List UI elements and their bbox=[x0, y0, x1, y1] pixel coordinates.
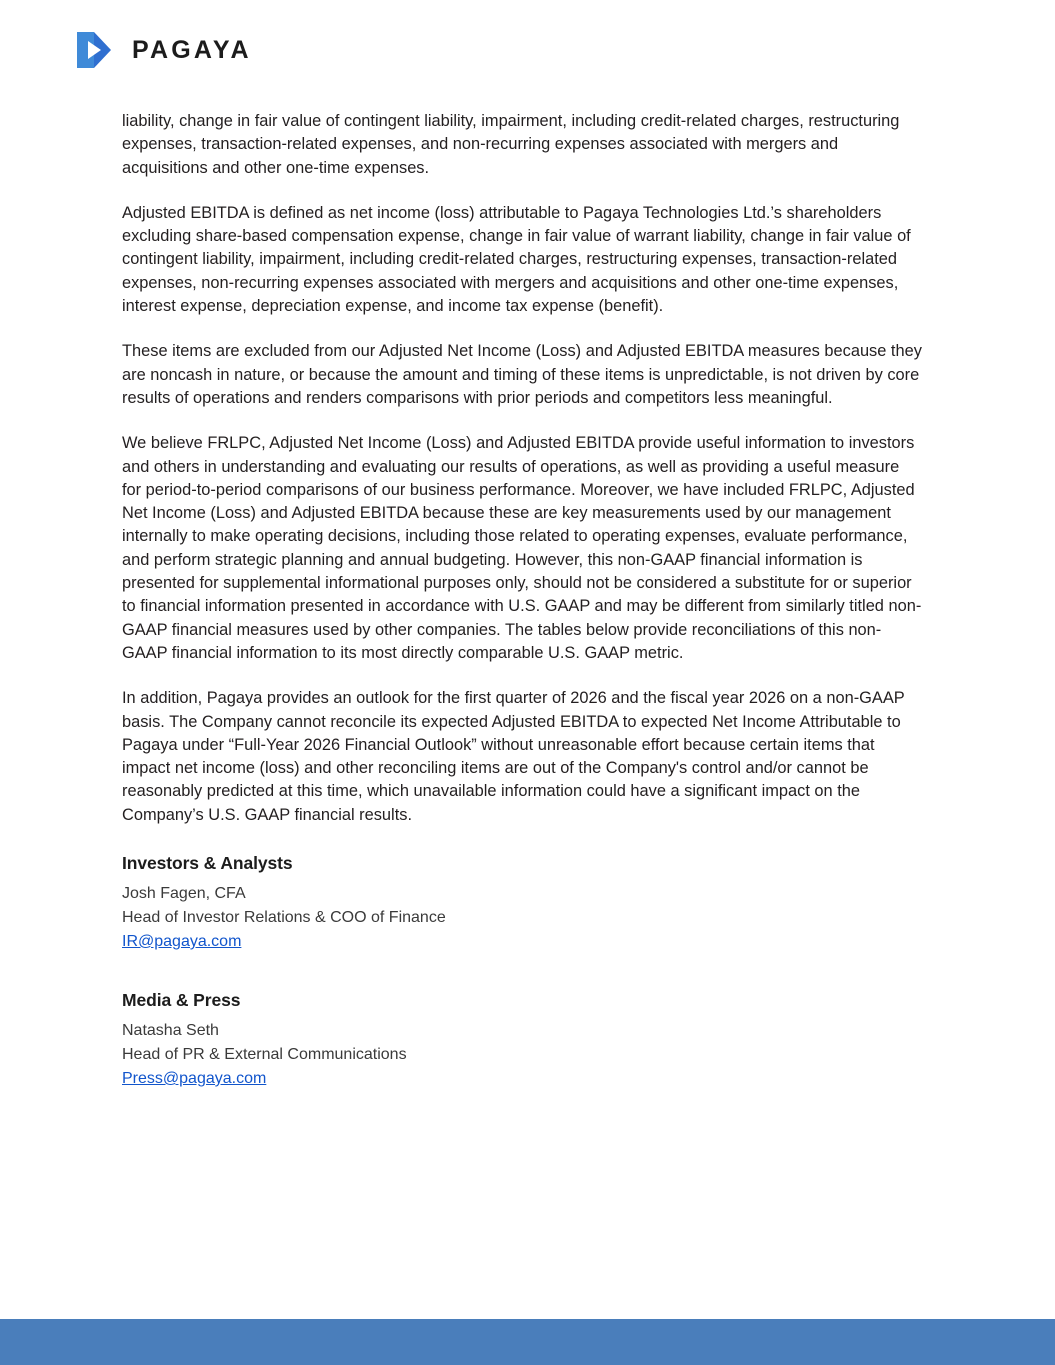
paragraph: Adjusted EBITDA is defined as net income (loss) attributable to Pagaya Technologies Ltd.’s shareholders excluding share-based compensation expense, change in fair value of warrant liability, change in fair value of contingent liability, impairment, including credit-related charges, restructuring expenses, transaction-related expenses, non-recurring expenses associated with mergers and acquisitions and other one-time expenses, interest expense, depreciation expense, and income tax expense (benefit). bbox=[122, 203, 911, 316]
contact-email-link[interactable]: Press@pagaya.com bbox=[122, 1070, 267, 1088]
document-body bbox=[122, 110, 922, 1091]
contact-block-investors bbox=[122, 853, 922, 954]
contact-title: Head of Investor Relations & COO of Finance bbox=[122, 909, 446, 927]
paragraph: We believe FRLPC, Adjusted Net Income (Loss) and Adjusted EBITDA provide useful information to investors and others in understanding and evaluating our results of operations, as well as providing a useful measure for period-to-period comparisons of our business performance. Moreover, we have included FRLPC, Adjusted Net Income (Loss) and Adjusted EBITDA because these are key measurements used by our management internally to make operating decisions, including those related to operating expenses, evaluate performance, and perform strategic planning and annual budgeting. However, this non-GAAP financial information is presented for supplemental informational purposes only, should not be considered a substitute for or superior to financial information presented in accordance with U.S. GAAP and may be different from similarly titled non-GAAP financial measures used by other companies. The tables below provide reconciliations of this non-GAAP financial information to its most directly comparable U.S. GAAP metric. bbox=[122, 434, 922, 662]
paragraph: liability, change in fair value of contingent liability, impairment, including credit-related charges, restructuring expenses, transaction-related expenses, and non-recurring expenses associated with mergers and acquisitions and other one-time expenses. bbox=[122, 112, 900, 177]
contact-name: Natasha Seth bbox=[122, 1022, 219, 1040]
contact-name: Josh Fagen, CFA bbox=[122, 885, 246, 903]
footer-bar bbox=[0, 1319, 1055, 1365]
paragraph: In addition, Pagaya provides an outlook for the first quarter of 2026 and the fiscal year 2026 on a non-GAAP basis. The Company cannot reconcile its expected Adjusted EBITDA to expected Net Income Attributable to Pagaya under “Full-Year 2026 Financial Outlook” without unreasonable effort because certain items that impact net income (loss) and other reconciling items are out of the Company's control and/or cannot be reasonably predicted at this time, which unavailable information could have a significant impact on the Company’s U.S. GAAP financial results. bbox=[122, 689, 905, 824]
brand-logo bbox=[72, 28, 252, 72]
pagaya-logo-icon bbox=[72, 28, 116, 72]
contact-email-link[interactable]: IR@pagaya.com bbox=[122, 933, 242, 951]
contact-title: Head of PR & External Communications bbox=[122, 1046, 407, 1064]
paragraph: These items are excluded from our Adjusted Net Income (Loss) and Adjusted EBITDA measures because they are noncash in nature, or because the amount and timing of these items is unpredictable, is not driven by core results of operations and renders comparisons with prior periods and competitors less meaningful. bbox=[122, 342, 922, 407]
page-header bbox=[0, 0, 1055, 100]
brand-name: PAGAYA bbox=[132, 35, 252, 64]
contact-heading: Investors & Analysts bbox=[122, 853, 293, 874]
contact-block-media bbox=[122, 990, 922, 1091]
contact-heading: Media & Press bbox=[122, 990, 241, 1011]
